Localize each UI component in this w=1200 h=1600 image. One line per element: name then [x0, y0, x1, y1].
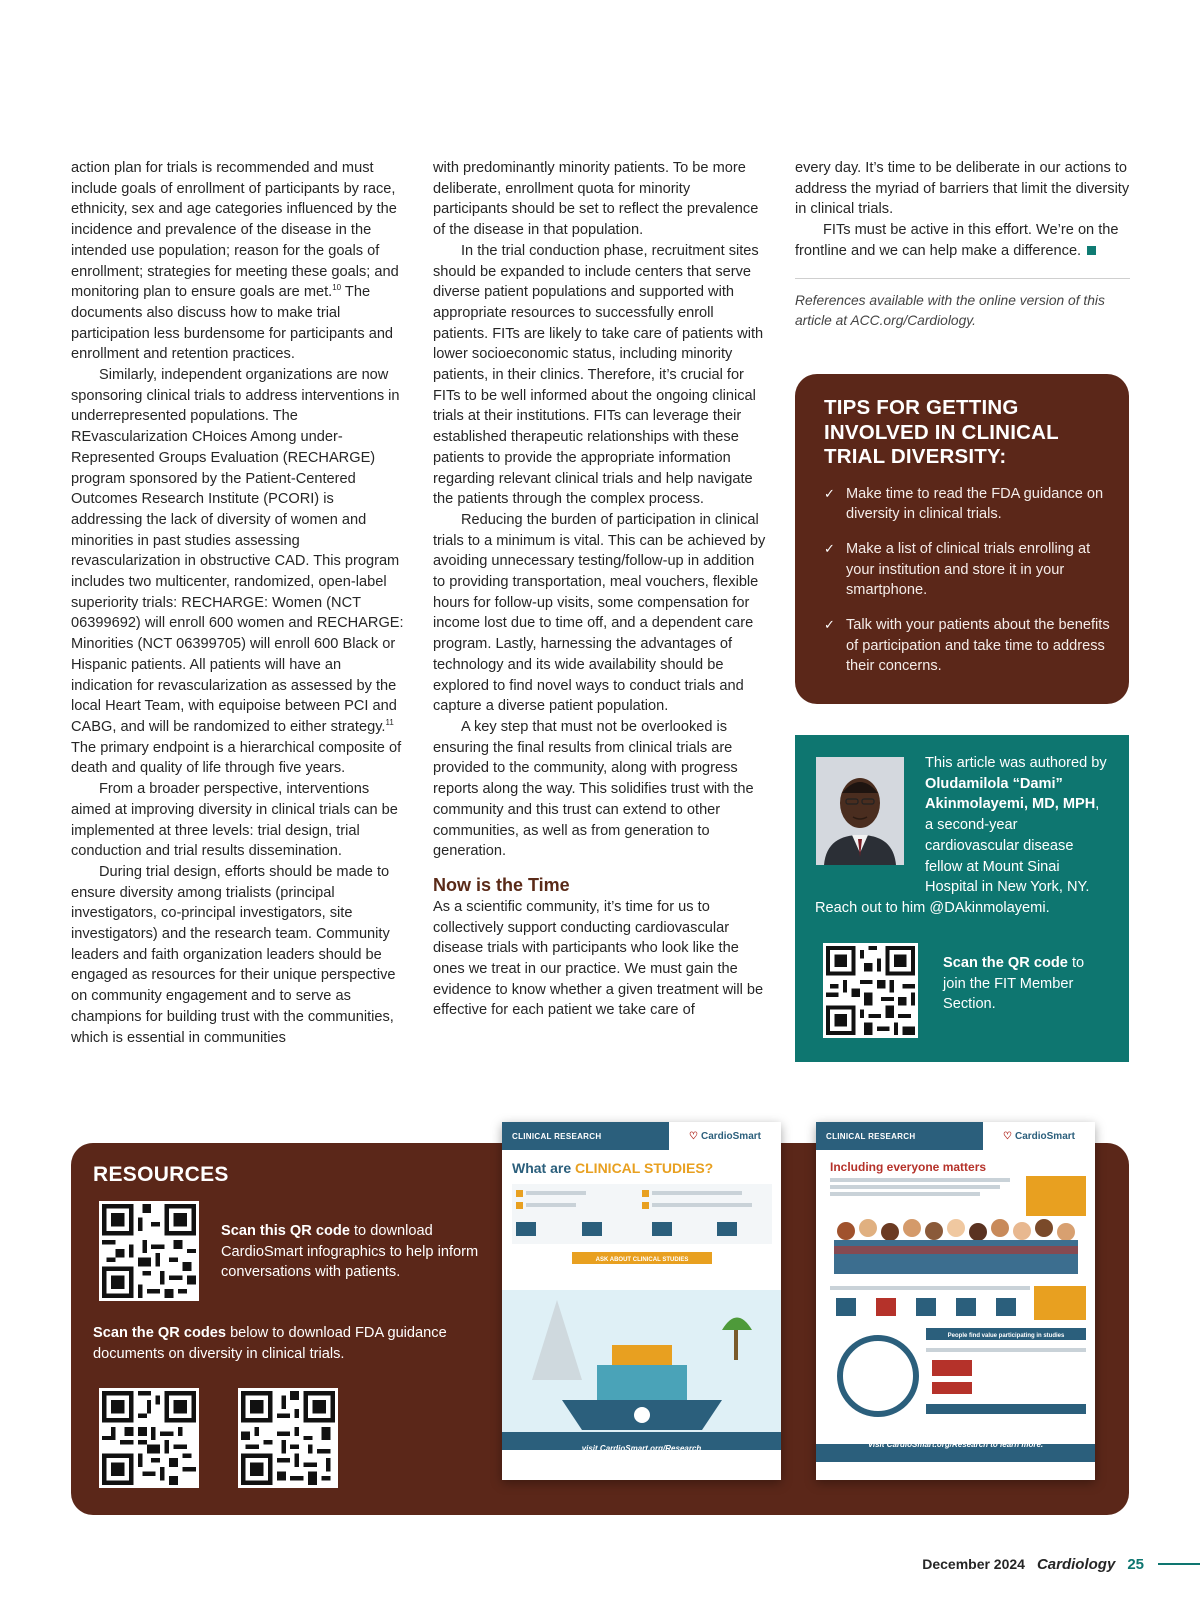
poster-label: CLINICAL RESEARCH	[826, 1131, 916, 1141]
page-number: 25	[1127, 1555, 1144, 1573]
paragraph: Similarly, independent organizations are now sponsoring clinical trials to address interventions in underrepresented populations. The REvascularization CHoices Among under-Represented Groups Evaluation (RECHARGE) program sponsored by the Patient-Centered Outcomes Research Institute (PCORI) is addressing the lack of diversity of women and minorities in past studies assessing revascularization in obstructive CAD. This program includes two multicenter, randomized, open-label superiority trials: RECHARGE: Women (NCT 06399692) will enroll 600 women and RECHARGE: Minorities (NCT 06399705) will enroll 600 Black or Hispanic patients. All patients will have an indication for revascularization as assessed by the local Heart Team, with equipoise between PCI and CABG, and will be randomized to either strategy.$^{11}$ The primary endpoint is a hierarchical composite of death and quality of life through five years.	[71, 367, 404, 777]
poster-illustration	[816, 1176, 1095, 1466]
article-column-2	[433, 158, 768, 1021]
tips-item: ✓ Make a list of clinical trials enrolling at your institution and store it in your smartphone.	[824, 540, 1091, 599]
check-icon: ✓	[824, 617, 835, 633]
resources-text: Scan the QR codes below to download FDA guidance documents on diversity in clinical trials.	[93, 1325, 447, 1362]
footer-rule	[1158, 1563, 1200, 1565]
paragraph: In the trial conduction phase, recruitment sites should be expanded to include centers that serve diverse patient populations and supported with appropriate resources to successfully enroll patients. FITs are likely to take care of patients with lower socioeconomic status, including minority patients, in their clinics. Therefore, it’s crucial for FITs to be well informed about the ongoing clinical trials at their institutions. FITs can leverage their established therapeutic relationships with these patients to provide the appropriate information regarding relevant clinical trials and help navigate the patients through the complex process.	[433, 242, 764, 508]
article-column-3	[795, 158, 1130, 331]
qr-caption: Scan the QR code to join the FIT Member Section.	[943, 955, 1085, 1013]
check-icon: ✓	[824, 485, 835, 501]
cardiosmart-logo: ♡ CardioSmart	[983, 1122, 1095, 1150]
poster-banner: ASK ABOUT CLINICAL STUDIES	[595, 1257, 689, 1263]
qr-code-icon[interactable]	[823, 943, 918, 1038]
cardiosmart-logo: ♡ CardioSmart	[669, 1122, 781, 1150]
poster-title: Including everyone matters	[830, 1160, 987, 1174]
qr-code-icon[interactable]	[99, 1201, 199, 1301]
tips-item: ✓ Talk with your patients about the benefits of participation and take time to address their concerns.	[824, 617, 1110, 675]
paragraph: with predominantly minority patients. To be more deliberate, enrollment quota for minority participants should be set to reflect the prevalence of the disease in that population.	[433, 160, 759, 239]
check-icon: ✓	[824, 540, 835, 556]
author-photo	[816, 757, 904, 865]
qr-code-icon[interactable]	[238, 1388, 338, 1488]
paragraph: A key step that must not be overlooked is ensuring the final results from clinical trials are provided to the community, along with progress reports along the way. This solidifies trust with the community and this trust can extend to other communities, as well as from generation to generation.	[433, 718, 754, 860]
author-bio: This article was authored by Oludamilola “Dami” Akinmolayemi, MD, MPH, a second-year cardiovascular disease fellow at Mount Sinai Hospital in New York, NY. Reach out to him @DAkinmolayemi.	[815, 755, 1107, 916]
poster-illustration	[502, 1180, 781, 1450]
paragraph: As a scientific community, it’s time for us to collectively support conducting cardiovascular disease trials with participants who look like the ones we treat in our practice. We must gain the evidence to know whether a given treatment will be effective for each patient we take care of	[433, 898, 764, 1019]
paragraph: every day. It’s time to be deliberate in our actions to address the myriad of barriers that limit the diversity in clinical trials.	[795, 160, 1130, 218]
cardiosmart-infographic-including-everyone	[816, 1122, 1095, 1480]
tips-list	[824, 484, 1111, 678]
resources-title: RESOURCES	[93, 1163, 229, 1186]
resources-text: Scan this QR code to download CardioSmart infographics to help inform conversations with patients.	[221, 1223, 479, 1281]
poster-header	[502, 1122, 781, 1150]
poster-title: What are CLINICAL STUDIES?	[512, 1160, 714, 1176]
paragraph: From a broader perspective, interventions aimed at improving diversity in clinical trials can be implemented at three levels: trial design, trial conduction and trial results dissemination.	[71, 781, 398, 860]
references-note: References available with the online version of this article at ACC.org/Cardiology.	[795, 292, 1105, 328]
paragraph: action plan for trials is recommended and must include goals of enrollment of participants by race, ethnicity, sex and age categories influenced by the incidence and prevalence of the disease in the intended use population; reason for the goals of enrollment; strategies for meeting these goals; and monitoring plan to ensure goals are met.$^{10}$ The documents also discuss how to make trial participation less burdensome for participants and enrollment and retention practices.	[71, 160, 399, 363]
publication-name: Cardiology	[1036, 1555, 1116, 1573]
divider	[795, 278, 1130, 279]
tips-title: TIPS FOR GETTING INVOLVED IN CLINICAL TRIAL DIVERSITY:	[824, 396, 1059, 468]
cardiosmart-infographic-clinical-studies	[502, 1122, 781, 1480]
poster-url: Visit CardioSmart.org/Research to learn more.	[867, 1440, 1044, 1449]
section-heading: Now is the Time	[433, 874, 570, 895]
paragraph: Reducing the burden of participation in clinical trials to a minimum is vital. This can be achieved by avoiding unnecessary testing/follow-up in addition to providing transportation, meal vouchers, flexible hours for follow-up visits, some compensation for income lost due to time off, and a dependent care program. Lastly, harnessing the advantages of technology and its wide availability should be explored to find novel ways to conduct trials and capture a diverse patient population.	[433, 511, 766, 715]
article-column-1	[71, 158, 404, 1048]
poster-label: CLINICAL RESEARCH	[512, 1131, 602, 1141]
poster-banner: People find value participating in studies	[947, 1333, 1065, 1339]
tips-box	[795, 374, 1129, 704]
author-name: Oludamilola “Dami” Akinmolayemi, MD, MPH	[925, 775, 1096, 813]
poster-header	[816, 1122, 1095, 1150]
author-box	[795, 735, 1129, 1062]
issue-date: December 2024	[922, 1556, 1025, 1572]
poster-url: visit CardioSmart.org/Research	[581, 1444, 702, 1453]
qr-code-icon[interactable]	[99, 1388, 199, 1488]
tips-item: ✓ Make time to read the FDA guidance on diversity in clinical trials.	[824, 485, 1104, 523]
end-mark-icon	[1087, 246, 1096, 255]
page-footer	[922, 1552, 1200, 1576]
paragraph: FITs must be active in this effort. We’re on the frontline and we can help make a difference.	[795, 222, 1119, 259]
paragraph: During trial design, efforts should be made to ensure diversity among trialists (principal investigators, co-principal investigators, site investigators) and the research team. Community leaders and faith organization leaders should be engaged as resources for their unique perspective on community engagement and to serve as champions for building trust with the communities, which is essential in communities	[71, 863, 396, 1046]
